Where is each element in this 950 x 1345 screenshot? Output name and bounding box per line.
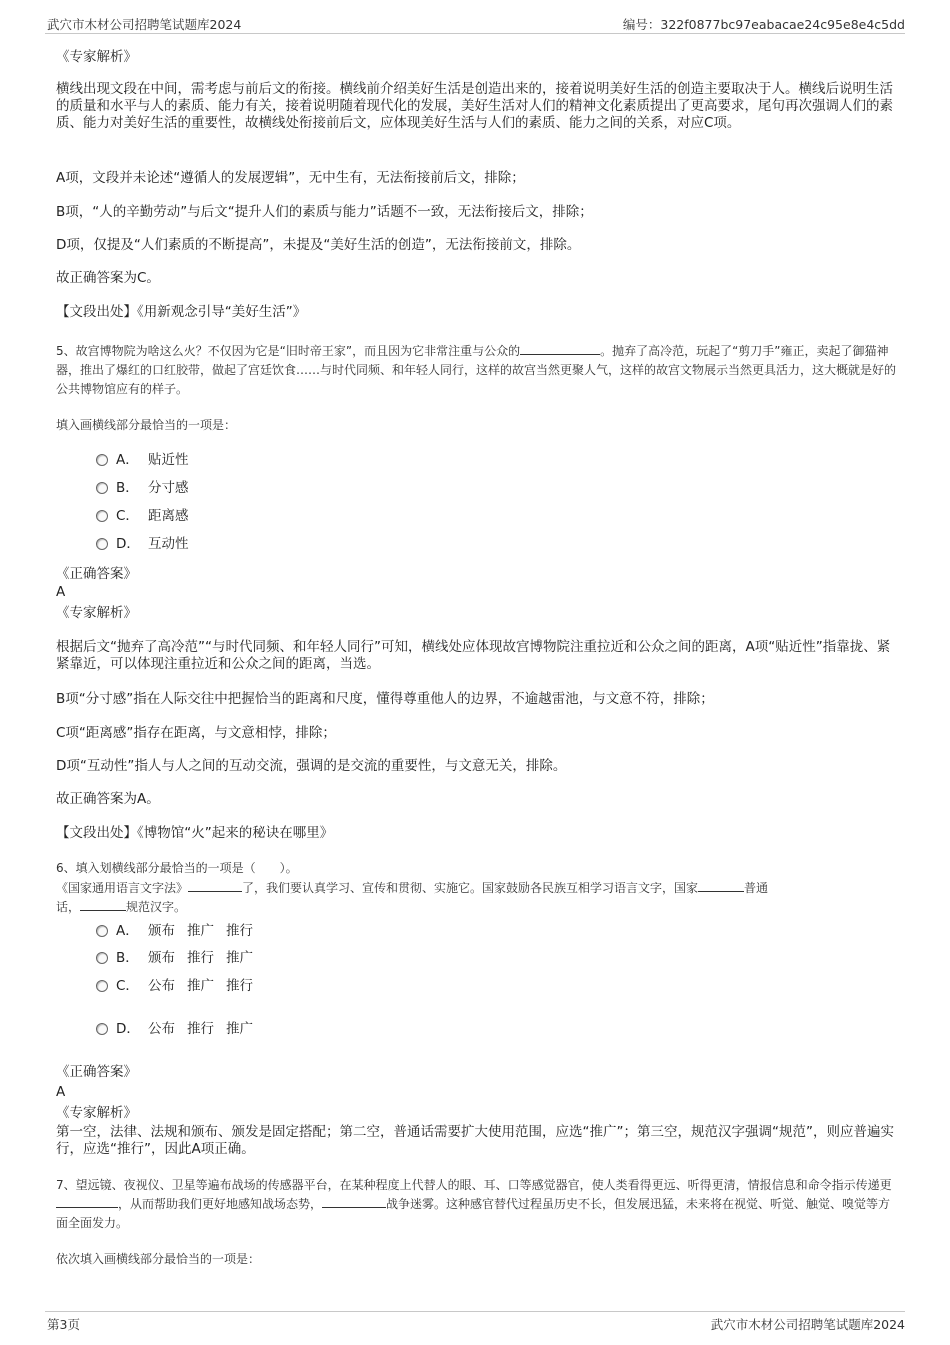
q5-stem-part-1: 5、故宫博物院为啥这么火？不仅因为它是“旧时帝王家”，而且因为它非常注重与公众的 (56, 344, 521, 358)
q4-source: 【文段出处】《用新观念引导“美好生活”》 (56, 304, 307, 320)
q6-answer: A (56, 1084, 66, 1100)
option-letter: C． (116, 978, 139, 994)
radio-icon[interactable] (96, 980, 108, 992)
q6-body-part-2: 了，我们要认真学习、宣传和贯彻、实施它。国家鼓励各民族互相学习语言文字，国家 (242, 881, 699, 895)
radio-icon[interactable] (96, 1023, 108, 1035)
q5-option-b[interactable] (96, 480, 189, 498)
option-letter: B． (116, 950, 139, 966)
q6-answer-heading: 《正确答案》 (56, 1064, 137, 1080)
q6-body-part-1: 《国家通用语言文字法》 (56, 881, 189, 895)
q5-analysis-paragraph-2: B项“分寸感”指在人际交往中把握恰当的距离和尺度，懂得尊重他人的边界，不逾越雷池，与文意不符，排除； (56, 691, 714, 707)
q5-option-c[interactable] (96, 508, 189, 526)
footer-title: 武穴市木材公司招聘笔试题库2024 (710, 1317, 905, 1332)
option-text: 贴近性 (148, 452, 189, 468)
q7-blank-2 (322, 1195, 386, 1208)
header-document-id: 编号：322f0877bc97eabacae24c95e8e4c5dd (622, 17, 905, 32)
q5-option-a[interactable] (96, 452, 189, 470)
option-word-3: 推广 (226, 1021, 253, 1037)
option-word-1: 颁布 (148, 923, 175, 939)
q6-blank-2 (698, 879, 744, 892)
q6-blank-1 (188, 879, 242, 892)
q6-expert-heading: 《专家解析》 (56, 1105, 137, 1121)
option-word-1: 颁布 (148, 950, 175, 966)
q5-question-stem (56, 342, 896, 399)
q5-analysis-paragraph-4: D项“互动性”指人与人之间的互动交流，强调的是交流的重要性，与文意无关，排除。 (56, 758, 567, 774)
option-letter: D． (116, 1021, 140, 1037)
q6-option-d[interactable] (96, 1021, 265, 1039)
q6-question-stem: 6、填入划横线部分最恰当的一项是（ ）。 (56, 861, 298, 875)
q6-body-part-3: 普通 (744, 881, 769, 895)
q5-analysis-paragraph-1: 根据后文“抛弃了高冷范”“与时代同频、和年轻人同行”可知，横线处应体现故宫博物院注重拉近和公众之间的距离，A项“贴近性”指靠拢、紧紧靠近，可以体现注重拉近和公众之间的距离，当选。 (56, 639, 891, 672)
option-letter: A． (116, 452, 139, 468)
page-header (0, 0, 950, 34)
q6-question-body (56, 879, 836, 917)
option-letter: B． (116, 480, 139, 496)
option-word-1: 公布 (148, 978, 175, 994)
q7-blank-1 (56, 1195, 118, 1208)
radio-icon[interactable] (96, 510, 108, 522)
page-footer (0, 1305, 950, 1345)
q5-conclusion: 故正确答案为A。 (56, 791, 160, 807)
q5-analysis-paragraph-3: C项“距离感”指存在距离，与文意相悖，排除； (56, 725, 336, 741)
q4-analysis-paragraph-3: B项，“人的辛勤劳动”与后文“提升人们的素质与能力”话题不一致，无法衔接后文，排除； (56, 204, 593, 220)
q5-prompt: 填入画横线部分最恰当的一项是： (56, 418, 237, 432)
q6-blank-3 (80, 898, 126, 911)
q5-answer-heading: 《正确答案》 (56, 566, 137, 582)
q7-stem-part-3: 战争迷雾。这种感官替代过程虽历史不长，但发展迅猛，未来将在视觉、听觉、触觉、嗅觉等方面全面发力。 (56, 1197, 891, 1230)
q6-body-part-4: 话， (56, 900, 81, 914)
q6-option-b[interactable] (96, 950, 265, 968)
radio-icon[interactable] (96, 454, 108, 466)
header-title: 武穴市木材公司招聘笔试题库2024 (47, 17, 242, 32)
q4-analysis-paragraph-4: D项，仅提及“人们素质的不断提高”，未提及“美好生活的创造”，无法衔接前文，排除。 (56, 237, 581, 253)
q4-conclusion: 故正确答案为C。 (56, 270, 160, 286)
q5-expert-heading: 《专家解析》 (56, 605, 137, 621)
option-word-3: 推广 (226, 950, 253, 966)
q5-stem-part-2: 。抛弃了高冷范，玩起了“剪刀手”雍正，卖起了御猫神器，推出了爆红的口红胶带，做起了宫廷饮食……与时代同频、和年轻人同行，这样的故宫当然更聚人气，这样的故宫文物展示当然更具活力，这大概就是好的公共博物馆应有的样子。 (56, 344, 897, 396)
header-divider (45, 33, 905, 34)
q4-analysis-paragraph-1: 横线出现文段在中间，需考虑与前后文的衔接。横线前介绍美好生活是创造出来的，接着说明美好生活的创造主要取决于人。横线后说明生活的质量和水平与人的素质、能力有关，接着说明随着现代化的发展，美好生活对人们的精神文化素质提出了更高要求，尾句再次强调人们的素质、能力对美好生活的重要性，故横线处衔接前后文，应体现美好生活与人们的素质、能力之间的关系，对应C项。 (56, 81, 893, 131)
option-letter: A． (116, 923, 139, 939)
footer-page-number: 第3页 (47, 1317, 80, 1332)
option-word-2: 推广 (187, 978, 214, 994)
q5-option-d[interactable] (96, 536, 189, 554)
q4-analysis-paragraph-2: A项，文段并未论述“遵循人的发展逻辑”，无中生有，无法衔接前后文，排除； (56, 170, 525, 186)
option-text: 分寸感 (148, 480, 189, 496)
option-word-3: 推行 (226, 923, 253, 939)
q7-stem-part-2: ，从而帮助我们更好地感知战场态势， (118, 1197, 323, 1211)
option-letter: C． (116, 508, 139, 524)
radio-icon[interactable] (96, 482, 108, 494)
q5-source: 【文段出处】《博物馆“火”起来的秘诀在哪里》 (56, 825, 334, 841)
q6-option-c[interactable] (96, 978, 265, 996)
option-word-2: 推行 (187, 950, 214, 966)
q7-stem-part-1: 7、望远镜、夜视仪、卫星等遍布战场的传感器平台，在某种程度上代替人的眼、耳、口等感觉器官，使人类看得更远、听得更清，情报信息和命令指示传递更 (56, 1178, 892, 1192)
option-word-2: 推行 (187, 1021, 214, 1037)
radio-icon[interactable] (96, 925, 108, 937)
q7-question-stem (56, 1176, 896, 1233)
q7-prompt: 依次填入画横线部分最恰当的一项是： (56, 1252, 261, 1266)
option-word-1: 公布 (148, 1021, 175, 1037)
q6-option-a[interactable] (96, 923, 265, 941)
q5-blank (520, 342, 600, 355)
radio-icon[interactable] (96, 538, 108, 550)
q5-answer: A (56, 584, 66, 600)
q6-body-part-5: 规范汉字。 (126, 900, 187, 914)
footer-divider (45, 1311, 905, 1312)
radio-icon[interactable] (96, 952, 108, 964)
option-word-3: 推行 (226, 978, 253, 994)
option-text: 互动性 (148, 536, 189, 552)
q4-expert-heading: 《专家解析》 (56, 49, 137, 65)
q6-analysis-paragraph: 第一空，法律、法规和颁布、颁发是固定搭配；第二空，普通话需要扩大使用范围，应选“推广”；第三空，规范汉字强调“规范”，则应普遍实行，应选“推行”，因此A项正确。 (56, 1124, 894, 1157)
option-text: 距离感 (148, 508, 189, 524)
option-letter: D． (116, 536, 140, 552)
option-word-2: 推广 (187, 923, 214, 939)
